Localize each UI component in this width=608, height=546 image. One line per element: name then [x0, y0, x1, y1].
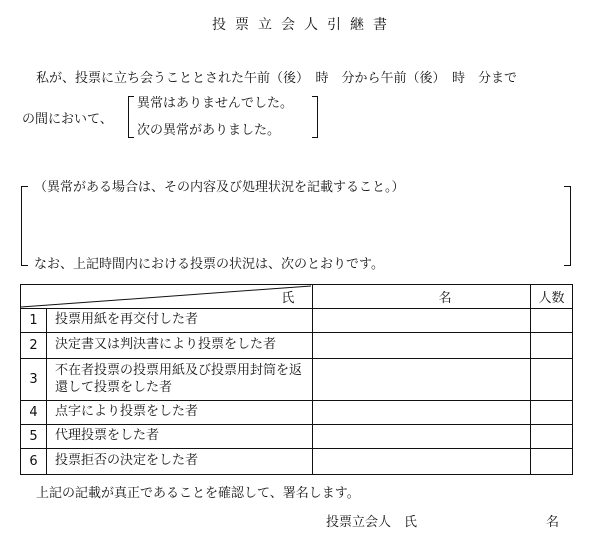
table-row [21, 425, 573, 449]
row-label: 点字により投票をした者 [47, 401, 313, 425]
table-header-row [21, 285, 573, 309]
abnormal-bracket-left [21, 186, 28, 266]
row-name-field[interactable] [313, 449, 531, 475]
option-abnormality: 次の異常がありました。 [137, 123, 281, 138]
row-name-field[interactable] [313, 309, 531, 333]
row-count-field[interactable] [531, 333, 573, 359]
row-number: 2 [21, 333, 47, 359]
row-label: 投票拒否の決定をした者 [47, 449, 313, 475]
header-name-right: 名 [438, 291, 452, 306]
row-number: 5 [21, 425, 47, 449]
row-number: 6 [21, 449, 47, 475]
row-name-field[interactable] [313, 401, 531, 425]
diagonal-line [21, 285, 313, 309]
row-number: 1 [21, 309, 47, 333]
table-row [21, 449, 573, 475]
option-bracket-right [312, 96, 318, 138]
voting-status-table [20, 284, 573, 475]
row-label: 決定書又は判決書により投票をした者 [47, 333, 313, 359]
row-count-field[interactable] [531, 401, 573, 425]
table-row [21, 333, 573, 359]
confirmation-text: 上記の記載が真正であることを確認して、署名します。 [36, 486, 360, 501]
header-count: 人数 [531, 285, 573, 309]
table-row [21, 359, 573, 401]
header-diagonal-cell [21, 285, 313, 309]
table-row [21, 401, 573, 425]
intro-line-2-prefix: の間において、 [22, 112, 113, 127]
option-no-abnormality: 異常はありませんでした。 [137, 96, 294, 111]
signature-suffix: 名 [546, 515, 560, 530]
row-name-field[interactable] [313, 333, 531, 359]
row-label: 投票用紙を再交付した者 [47, 309, 313, 333]
row-label: 不在者投票の投票用紙及び投票用封筒を返還して投票をした者 [47, 359, 313, 401]
row-name-field[interactable] [313, 359, 531, 401]
table-row [21, 309, 573, 333]
signature-label: 投票立会人 氏 [326, 515, 418, 530]
voting-status-note: なお、上記時間内における投票の状況は、次のとおりです。 [34, 257, 384, 272]
row-name-field[interactable] [313, 425, 531, 449]
header-name-left: 氏 [281, 291, 295, 306]
row-count-field[interactable] [531, 449, 573, 475]
row-count-field[interactable] [531, 309, 573, 333]
abnormal-bracket-right [564, 186, 571, 266]
option-bracket-left [128, 96, 134, 138]
row-number: 3 [21, 359, 47, 401]
document-title: 投票立会人引継書 [212, 17, 396, 33]
row-number: 4 [21, 401, 47, 425]
intro-line-1: 私が、投票に立ち会うこととされた午前（後） 時 分から午前（後） 時 分まで [36, 71, 518, 86]
row-label: 代理投票をした者 [47, 425, 313, 449]
header-name-cell [281, 285, 531, 309]
row-count-field[interactable] [531, 425, 573, 449]
row-count-field[interactable] [531, 359, 573, 401]
abnormal-instruction: （異常がある場合は、その内容及び処理状況を記載すること。） [34, 180, 405, 195]
